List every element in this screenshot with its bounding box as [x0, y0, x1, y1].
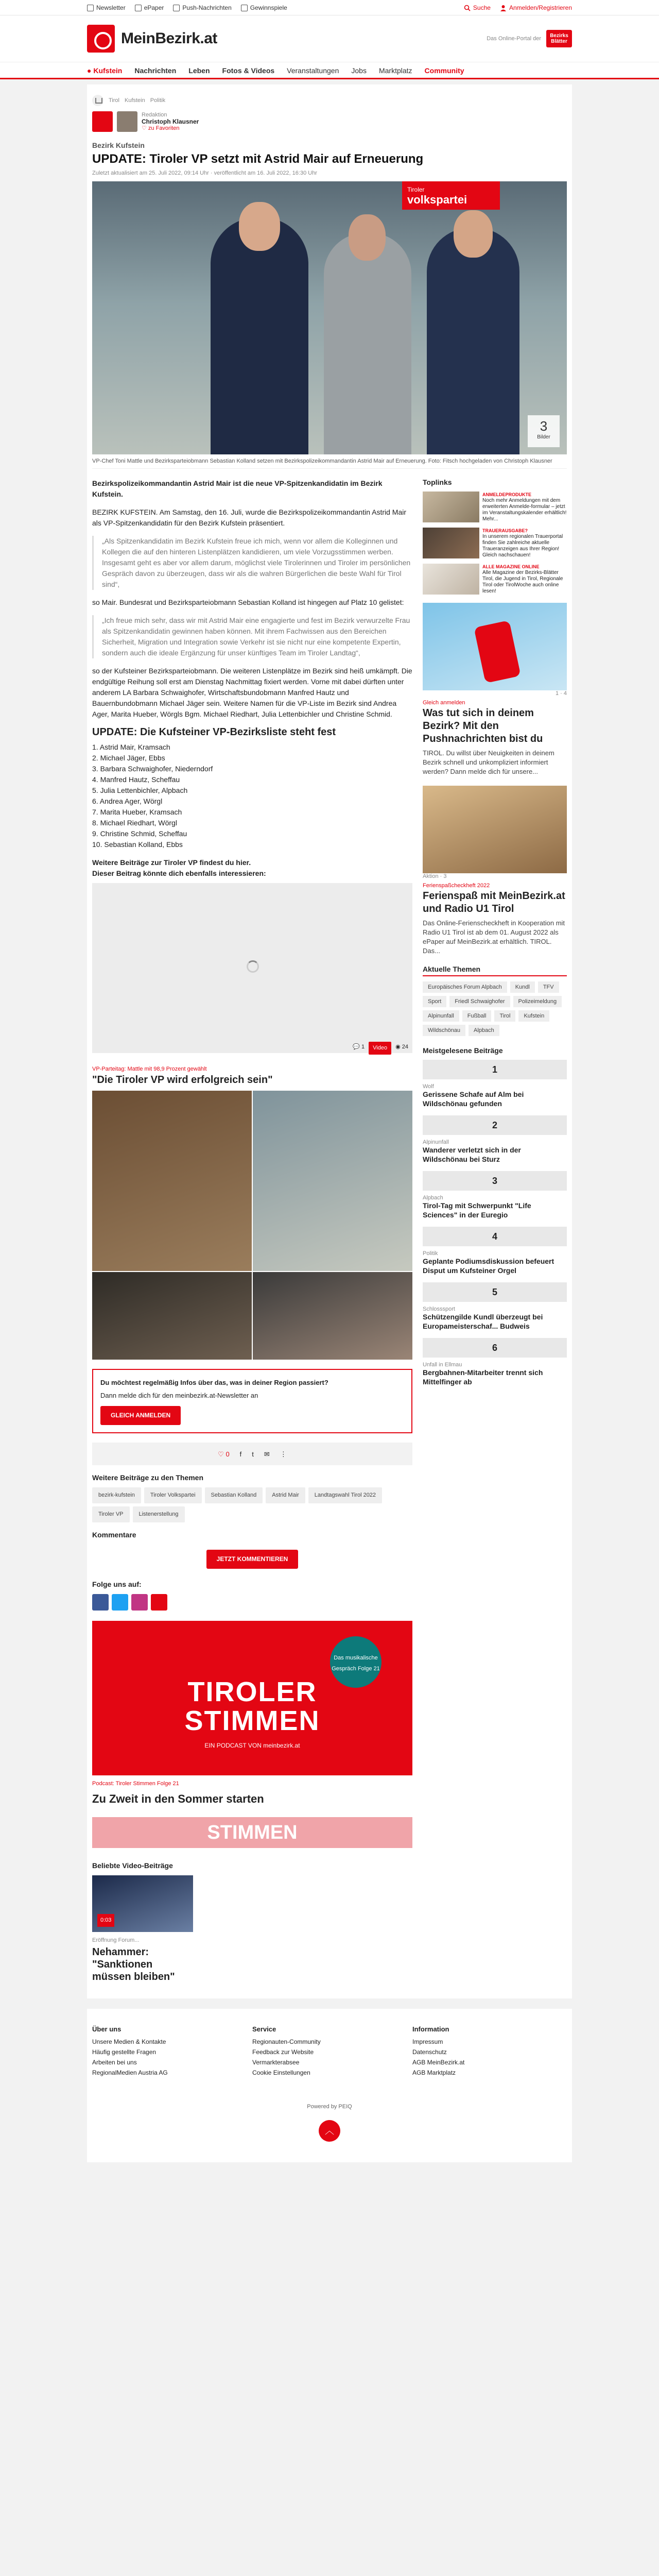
video-badge: Video: [369, 1042, 391, 1055]
current-topics: [423, 981, 567, 1036]
sidebar-article-card[interactable]: [423, 603, 567, 776]
party-banner: Tiroler volkspartei: [402, 181, 500, 210]
login-link[interactable]: Anmelden/Registrieren: [500, 4, 572, 11]
list-item: 3. Barbara Schwaighofer, Niederndorf: [92, 765, 213, 773]
footer-link[interactable]: AGB Marktplatz: [412, 2069, 456, 2076]
toplink-thumb: [423, 492, 479, 522]
topic-tag[interactable]: Astrid Mair: [266, 1487, 305, 1503]
card-stats: 1 · 4: [555, 690, 567, 697]
related-hint: Dieser Beitrag könnte dich ebenfalls interessieren:: [92, 869, 266, 877]
loading-spinner-icon: [247, 960, 259, 973]
phone-icon: [474, 620, 521, 683]
comments-heading: Kommentare: [92, 1531, 136, 1539]
podcast-episode-badge: Das musikalische Gespräch Folge 21: [330, 1636, 381, 1688]
main-nav: [0, 62, 659, 79]
article-page: [87, 84, 572, 1998]
topic-tag[interactable]: bezirk-kufstein: [92, 1487, 141, 1503]
topic-chip[interactable]: Polizeimeldung: [513, 996, 562, 1007]
article-paragraph: so Mair. Bundesrat und Bezirksparteiobmann Sebastian Kolland ist hingegen auf Platz 10 gelistet:: [92, 598, 404, 606]
topic-chip[interactable]: Alpinunfall: [423, 1010, 459, 1022]
author-name[interactable]: Christoph Klausner: [142, 117, 199, 125]
video-player[interactable]: [92, 883, 412, 1053]
video-card-kicker: Eröffnung Forum...: [92, 1937, 140, 1943]
podcast-headline[interactable]: Zu Zweit in den Sommer starten: [92, 1792, 264, 1805]
most-read-item[interactable]: 5 Schlosssport Schützengilde Kundl überzeugt bei Europameisterschaf... Budweis: [423, 1282, 567, 1331]
topic-chip[interactable]: Kufstein: [518, 1010, 549, 1022]
list-item: 2. Michael Jäger, Ebbs: [92, 754, 165, 762]
topic-chip[interactable]: Alpbach: [469, 1025, 499, 1036]
list-item: 9. Christine Schmid, Scheffau: [92, 829, 187, 838]
photo-gallery: [92, 1091, 412, 1360]
card-kicker: Gleich anmelden: [423, 700, 465, 706]
person-figure: [324, 233, 411, 454]
nav-item-marktplatz[interactable]: Marktplatz: [378, 66, 412, 75]
youtube-icon[interactable]: [151, 1594, 167, 1611]
most-read-item[interactable]: 6 Unfall in Ellmau Bergbahnen-Mitarbeiter trennt sich Mittelfinger ab: [423, 1338, 567, 1386]
gallery-image[interactable]: [92, 1091, 252, 1271]
topic-tag[interactable]: Tiroler Volkspartei: [144, 1487, 202, 1503]
breadcrumb: [92, 95, 567, 106]
most-read-heading: Meistgelesene Beiträge: [423, 1046, 503, 1055]
topic-chip[interactable]: TFV: [538, 981, 559, 993]
heart-icon: ♡: [218, 1450, 226, 1458]
topic-chip[interactable]: Fußball: [462, 1010, 492, 1022]
author-role: Redaktion: [142, 111, 167, 118]
card-kicker: Ferienspaßcheckheft 2022: [423, 883, 490, 889]
toplink-item[interactable]: ALLE MAGAZINE ONLINE Alle Magazine der Bezirks-Blätter Tirol, die Jugend in Tirol, Regionale Tirol oder TirolWoche auch online lesen!: [423, 564, 567, 595]
most-read-item[interactable]: 4 Politik Geplante Podiumsdiskussion befeuert Disput um Kufsteiner Orgel: [423, 1227, 567, 1275]
newspaper-icon: [135, 5, 142, 11]
image-count-badge[interactable]: 3 Bilder: [528, 415, 560, 447]
share-twitter-icon[interactable]: t: [252, 1450, 254, 1458]
facebook-icon[interactable]: [92, 1594, 109, 1611]
topic-tag[interactable]: Landtagswahl Tirol 2022: [308, 1487, 382, 1503]
current-topics-heading: Aktuelle Themen: [423, 965, 567, 976]
comment-button[interactable]: JETZT KOMMENTIEREN: [206, 1550, 299, 1569]
video-card[interactable]: [92, 1875, 193, 1983]
card-title: Was tut sich in deinem Bezirk? Mit den Pushnachrichten bist du: [423, 707, 543, 744]
card-image: [423, 786, 567, 873]
article-paragraph: so der Kufsteiner Bezirksparteiobmann. Die weiteren Listenplätze im Bezirk sind heiß umkämpft. Die endgültige Reihung soll erst am Dienstag Nachmittag fixiert werden. Vorne mit dabei dürften unter anderem LA Barbara Schwaighofer, Wirtschaftsbundobmann Manfred Hautz und Bauernbundobmann Michael Jäger sein. Weitere Namen für die VP-Liste im Bezirk sind Andrea Ager, Marita Hueber, Wörgls Bgm. Michael Riedhart, Julia Lettenbichler und Christine Schmid.: [92, 667, 412, 718]
share-email-icon[interactable]: ✉: [264, 1450, 270, 1458]
person-figure: [211, 217, 308, 454]
more-posts-link[interactable]: Weitere Beiträge zur Tiroler VP findest du hier.: [92, 858, 251, 867]
footer-link[interactable]: RegionalMedien Austria AG: [92, 2069, 168, 2076]
site-footer: [87, 2009, 572, 2162]
podcast-kicker: Podcast: Tiroler Stimmen Folge 21: [92, 1781, 179, 1787]
logo-mark: [87, 25, 115, 53]
topics-heading: Weitere Beiträge zu den Themen: [92, 1473, 204, 1482]
podcast-banner[interactable]: [92, 1621, 412, 1775]
scroll-top-button[interactable]: [319, 2120, 340, 2142]
podcast-title-line: TIROLER: [187, 1676, 317, 1707]
video-title[interactable]: "Die Tiroler VP wird erfolgreich sein": [92, 1074, 273, 1086]
nav-item-fotos-videos[interactable]: Fotos & Videos: [222, 66, 275, 75]
nav-item-veranstaltungen[interactable]: Veranstaltungen: [287, 66, 339, 75]
footer-link[interactable]: Arbeiten bei uns: [92, 2059, 137, 2066]
most-read-item[interactable]: 1 Wolf Gerissene Schafe auf Alm bei Wildschönau gefunden: [423, 1060, 567, 1108]
list-item: 6. Andrea Ager, Wörgl: [92, 797, 163, 805]
list-item: 10. Sebastian Kolland, Ebbs: [92, 840, 183, 849]
hero-image[interactable]: [92, 181, 567, 454]
play-icon: 0:03: [97, 1914, 114, 1927]
footer-link[interactable]: Cookie Einstellungen: [252, 2069, 310, 2076]
site-header: [0, 15, 659, 62]
footer-link[interactable]: Datenschutz: [412, 2048, 447, 2056]
topic-chip[interactable]: Europäisches Forum Alpbach: [423, 981, 507, 993]
favorite-link[interactable]: ♡ zu Favoriten: [142, 125, 180, 131]
instagram-icon[interactable]: [131, 1594, 148, 1611]
gewinnspiele-link[interactable]: Gewinnspiele: [241, 4, 287, 11]
footer-link[interactable]: Vermarkterabsee: [252, 2059, 300, 2066]
newsletter-link[interactable]: Newsletter: [87, 4, 126, 11]
topic-tag[interactable]: Tiroler VP: [92, 1506, 130, 1522]
topic-chip[interactable]: Friedl Schwaighofer: [449, 996, 510, 1007]
image-caption: VP-Chef Toni Mattle und Bezirksparteiobmann Sebastian Kolland setzen mit Bezirkspolizeikommandantin Astrid Mair auf Erneuerung. Foto: Fitsch hochgeladen von Christoph Klausner: [92, 454, 567, 469]
gallery-image[interactable]: [92, 1272, 252, 1360]
mail-icon: [87, 5, 94, 11]
footer-column: Information Impressum Datenschutz AGB MeinBezirk.at AGB Marktplatz: [412, 2024, 567, 2078]
sidebar: [423, 478, 567, 1983]
nav-item-leben[interactable]: Leben: [188, 66, 210, 75]
gallery-image[interactable]: [253, 1272, 412, 1360]
list-item: 5. Julia Lettenbichler, Alpbach: [92, 786, 188, 794]
video-kicker: VP-Parteitag: Mattle mit 98,9 Prozent gewählt: [92, 1066, 207, 1072]
share-facebook-icon[interactable]: f: [239, 1450, 242, 1458]
card-stats: Aktion · 3: [423, 873, 447, 879]
newsletter-text: Dann melde dich für den meinbezirk.at-Newsletter an: [100, 1392, 258, 1399]
location-pin-icon: ●: [87, 66, 94, 75]
sidebar-article-card[interactable]: [423, 786, 567, 956]
podcast-sub: EIN PODCAST VON meinbezirk.at: [204, 1742, 300, 1749]
search-button[interactable]: Suche: [464, 4, 491, 11]
breadcrumb-item[interactable]: Politik: [150, 97, 166, 104]
share-bar: [92, 1443, 412, 1465]
comment-count: 💬 1: [353, 1044, 365, 1050]
article-lead: Bezirkspolizeikommandantin Astrid Mair ist die neue VP-Spitzenkandidatin im Bezirk Kufstein.: [92, 479, 383, 498]
heart-icon: ♡: [142, 125, 148, 131]
nav-item-nachrichten[interactable]: Nachrichten: [134, 66, 177, 75]
topic-chip[interactable]: Kundl: [510, 981, 535, 993]
toplink-item[interactable]: TRAUERAUSGABE? In unserem regionalen Trauerportal finden Sie zahlreiche aktuelle Traueranzeigen aus Ihrer Region! Gleich nachschauen!: [423, 528, 567, 558]
list-item: 4. Manfred Hautz, Scheffau: [92, 775, 180, 784]
topic-chip[interactable]: Tirol: [494, 1010, 515, 1022]
article-region: Bezirk Kufstein: [92, 141, 145, 149]
breadcrumb-item[interactable]: Kufstein: [124, 97, 145, 104]
view-count: ◉ 24: [395, 1044, 408, 1050]
most-read-item[interactable]: 3 Alpbach Tirol-Tag mit Schwerpunkt "Life Sciences" in der Euregio: [423, 1171, 567, 1219]
article-title: UPDATE: Tiroler VP setzt mit Astrid Mair auf Erneuerung: [92, 152, 424, 166]
card-image: [423, 603, 567, 690]
home-icon[interactable]: [92, 95, 103, 106]
newsletter-title: Du möchtest regelmäßig Infos über das, was in deiner Region passiert?: [100, 1379, 328, 1386]
search-icon: [464, 5, 471, 11]
toplink-item[interactable]: ANMELDEPRODUKTE Noch mehr Anmeldungen mit dem erweiterten Anmelde-formular – jetzt im Veranstaltungskalender erhältlich! Mehr...: [423, 492, 567, 522]
topic-tags: [92, 1487, 412, 1522]
toplinks-heading: Toplinks: [423, 478, 452, 486]
most-read-item[interactable]: 2 Alpinunfall Wanderer verletzt sich in der Wildschönau bei Sturz: [423, 1115, 567, 1164]
podcast-strip[interactable]: STIMMEN: [92, 1817, 412, 1848]
footer-link[interactable]: Häufig gestellte Fragen: [92, 2048, 157, 2056]
comment-icon: 💬: [353, 1044, 362, 1050]
toplink-thumb: [423, 528, 479, 558]
article-body: [92, 478, 412, 1983]
twitter-icon[interactable]: [112, 1594, 128, 1611]
footer-column: Über uns Unsere Medien & Kontakte Häufig gestellte Fragen Arbeiten bei uns RegionalMedien Austria AG: [92, 2024, 247, 2078]
chevron-up-icon: ︿: [325, 2126, 334, 2136]
article-quote: „Ich freue mich sehr, dass wir mit Astrid Mair eine engagierte und fest im Bezirk verwurzelte Frau als Spitzenkandidatin gewinnen haben können. Mit ihrem Fachwissen aus den Bereichen Sicherheit, Migration und Integration sowie Verkehr ist sie nicht nur eine kompetente Expertin, sondern auch die ideale Ergänzung für unser künftiges Team im Tiroler Landtag“,: [92, 615, 412, 658]
breadcrumb-item[interactable]: Tirol: [109, 97, 119, 104]
card-text: TIROL. Du willst über Neuigkeiten in deinem Bezirk schnell und unkompliziert informiert werden? Dann melde dich für unsere...: [423, 749, 554, 775]
partner-badge[interactable]: Bezirks Blätter: [546, 30, 572, 47]
footer-link[interactable]: Unsere Medien & Kontakte: [92, 2038, 166, 2045]
topic-tag[interactable]: Sebastian Kolland: [205, 1487, 263, 1503]
social-links: [92, 1594, 412, 1611]
newsletter-box: [92, 1369, 412, 1433]
author-avatar[interactable]: [117, 111, 137, 132]
top-utility-bar: [0, 0, 659, 15]
more-options-icon[interactable]: ⋮: [280, 1450, 287, 1458]
user-icon: [500, 5, 507, 11]
list-item: 1. Astrid Mair, Kramsach: [92, 743, 170, 751]
toplink-thumb: [423, 564, 479, 595]
person-figure: [427, 228, 519, 454]
topic-tag[interactable]: Listenerstellung: [133, 1506, 185, 1522]
videos-heading: Beliebte Video-Beiträge: [92, 1861, 173, 1870]
topic-chip[interactable]: Sport: [423, 996, 446, 1007]
gift-icon: [241, 5, 248, 11]
list-item: 7. Marita Hueber, Kramsach: [92, 808, 182, 816]
footer-column: Service Regionauten-Community Feedback zur Website Vermarkterabsee Cookie Einstellungen: [252, 2024, 407, 2078]
site-logo[interactable]: MeinBezirk.at: [87, 25, 217, 53]
video-thumbnail[interactable]: [92, 1875, 193, 1932]
author-block: [92, 111, 567, 132]
top-links: [87, 4, 287, 11]
eye-icon: ◉: [395, 1044, 402, 1050]
card-title: Ferienspaß mit MeinBezirk.at und Radio U1 Tirol: [423, 890, 565, 914]
push-link[interactable]: Push-Nachrichten: [173, 4, 231, 11]
podcast-title-line: STIMMEN: [184, 1705, 320, 1736]
card-text: Das Online-Ferienscheckheft in Kooperation mit Radio U1 Tirol ist ab dem 01. August 2022 als ePaper auf MeinBezirk.at erhältlich. TIROL. Das...: [423, 919, 565, 955]
topic-chip[interactable]: Wildschönau: [423, 1025, 465, 1036]
partner-block: Das Online-Portal der Bezirks Blätter: [487, 30, 572, 47]
video-card-title: Nehammer: "Sanktionen müssen bleiben": [92, 1946, 175, 1982]
newsletter-signup-button[interactable]: GLEICH ANMELDEN: [100, 1406, 181, 1425]
article-quote: „Als Spitzenkandidatin im Bezirk Kufstein freue ich mich, wenn vor allem die Kolleginnen und Kollegen die auf den hinteren Listenplätzen kandidieren, um viele Vorzugsstimmen werben. Insgesamt geht es aber vor allem darum, möglichst viele Tirolerinnen und Tiroler im persönlichen Gespräch davon zu überzeugen, dass wir als die wahren Bürgerlichen die beste Wahl für Tirol sind“,: [92, 536, 412, 590]
article-subheading: UPDATE: Die Kufsteiner VP-Bezirksliste steht fest: [92, 726, 336, 738]
article-paragraph: BEZIRK KUFSTEIN. Am Samstag, den 16. Juli, wurde die Bezirkspolizeikommandantin Astrid Mair als VP-Spitzenkandidatin für den Bezirk Kufstein präsentiert.: [92, 508, 407, 527]
video-meta: [92, 1042, 412, 1055]
footer-link[interactable]: Regionauten-Community: [252, 2038, 321, 2045]
footer-link[interactable]: Feedback zur Website: [252, 2048, 314, 2056]
nav-item-jobs[interactable]: Jobs: [351, 66, 367, 75]
article-dates: Zuletzt aktualisiert am 25. Juli 2022, 09:14 Uhr · veröffentlicht am 16. Juli 2022, 16:30 Uhr: [92, 170, 317, 176]
powered-by: Powered by PEIQ: [307, 2104, 352, 2110]
epaper-link[interactable]: ePaper: [135, 4, 164, 11]
like-button[interactable]: ♡ 0: [218, 1450, 230, 1458]
nav-item-kufstein[interactable]: ● Kufstein: [87, 66, 123, 75]
list-item: 8. Michael Riedhart, Wörgl: [92, 819, 177, 827]
footer-link[interactable]: Impressum: [412, 2038, 443, 2045]
bell-icon: [173, 5, 180, 11]
follow-heading: Folge uns auf:: [92, 1580, 142, 1588]
nav-item-community[interactable]: Community: [424, 66, 464, 75]
publisher-avatar[interactable]: [92, 111, 113, 132]
gallery-image[interactable]: [253, 1091, 412, 1271]
footer-link[interactable]: AGB MeinBezirk.at: [412, 2059, 465, 2066]
candidate-list: [92, 742, 412, 850]
